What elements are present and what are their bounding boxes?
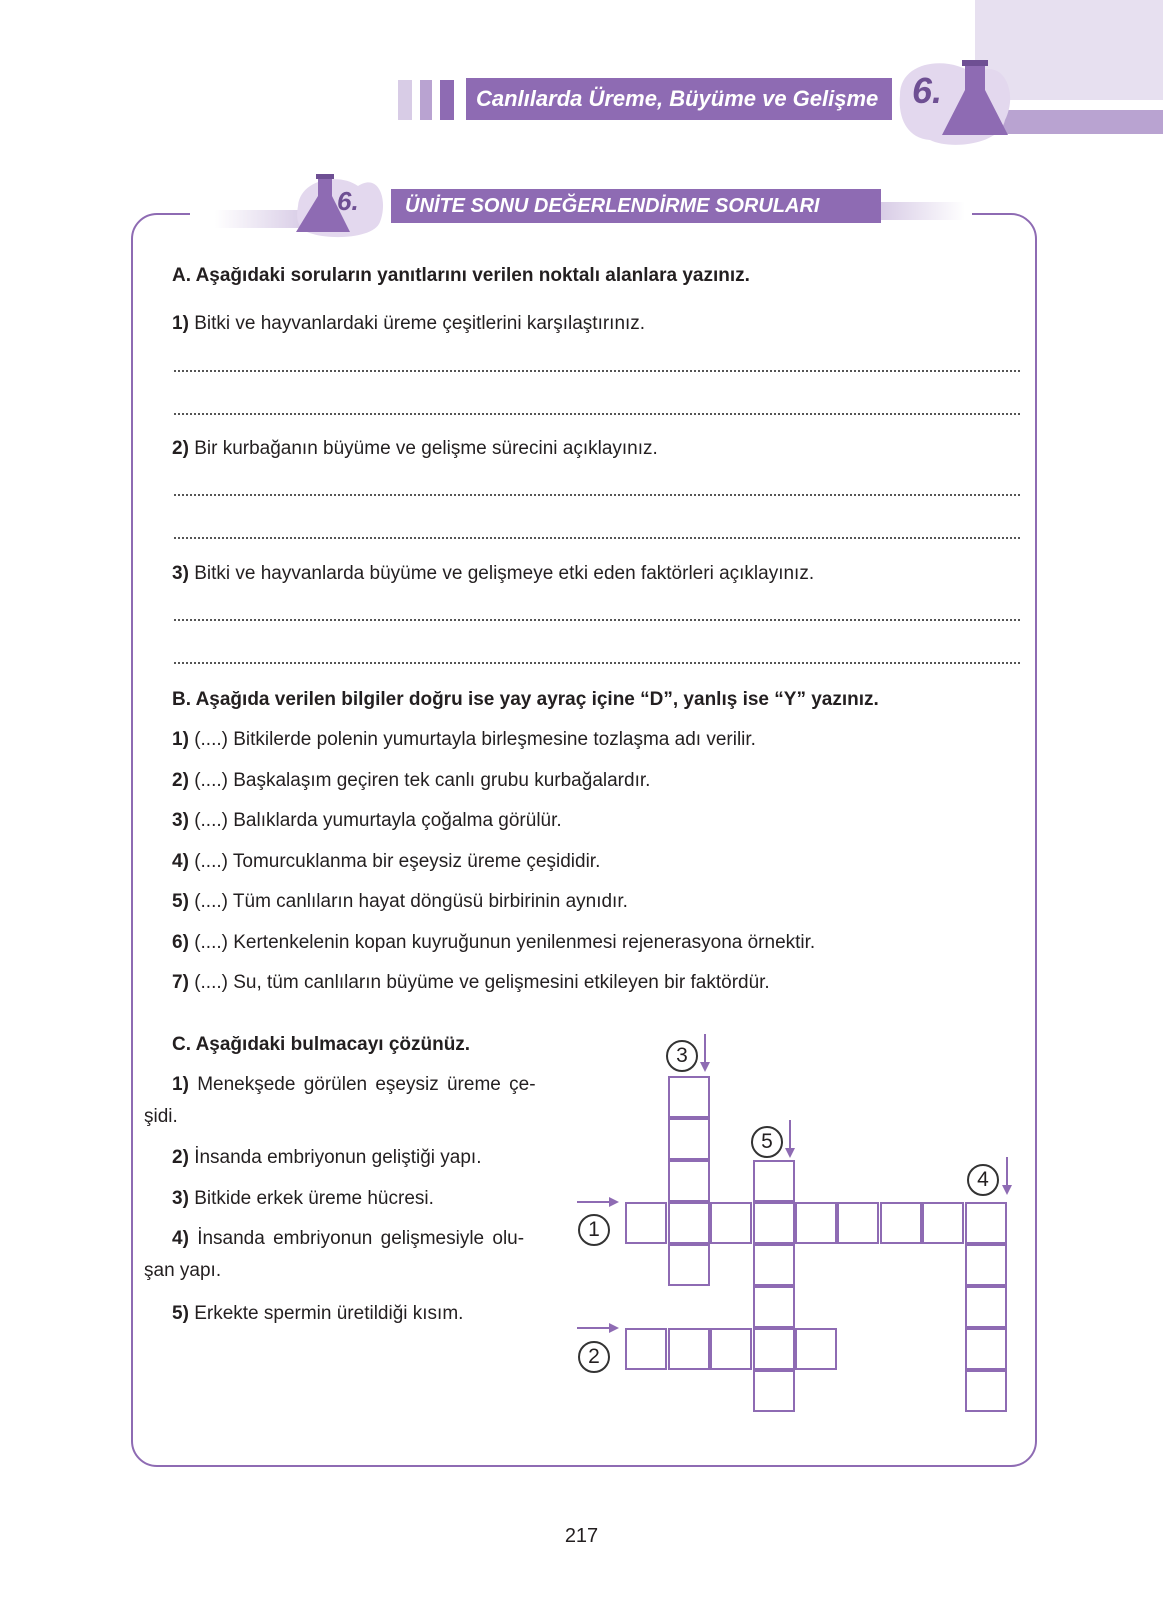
clue-number: 5): [172, 1303, 189, 1324]
crossword-cell[interactable]: [668, 1244, 710, 1286]
item-number: 2): [172, 770, 189, 791]
true-false-item: [172, 931, 815, 955]
clue-number: 4): [172, 1228, 189, 1249]
crossword-cell[interactable]: [965, 1244, 1007, 1286]
unit-banner-title: ÜNİTE SONU DEĞERLENDİRME SORULARI: [391, 189, 881, 223]
answer-line[interactable]: [174, 537, 1020, 539]
arrow-down-icon: [697, 1032, 713, 1074]
question-text: Bitki ve hayvanlarda büyüme ve gelişmeye etki eden faktörleri açıklayınız.: [194, 563, 815, 584]
clue: [172, 1146, 481, 1170]
arrow-down-icon: [999, 1155, 1015, 1197]
arrow-right-icon: [575, 1320, 620, 1336]
crossword-cell[interactable]: [880, 1202, 922, 1244]
clue: [172, 1073, 536, 1097]
clue-number: 3): [172, 1188, 189, 1209]
question-text: Bitki ve hayvanlardaki üreme çeşitlerini karşılaştırınız.: [194, 313, 646, 334]
clue-number: 1): [172, 1074, 189, 1095]
item-text: (....) Kertenkelenin kopan kuyruğunun yenilenmesi rejenerasyona örnektir.: [194, 932, 816, 953]
item-number: 5): [172, 891, 189, 912]
crossword-cell[interactable]: [922, 1202, 964, 1244]
clue-text: İnsanda embriyonun gelişmesiyle olu-: [197, 1228, 525, 1249]
crossword-cell[interactable]: [668, 1118, 710, 1160]
answer-line[interactable]: [174, 370, 1020, 372]
section-a-heading: A. Aşağıdaki soruların yanıtlarını verilen noktalı alanlara yazınız.: [172, 265, 750, 286]
question: [172, 562, 814, 586]
section-b-heading: B. Aşağıda verilen bilgiler doğru ise yay ayraç içine “D”, yanlış ise “Y” yazınız.: [172, 689, 879, 710]
true-false-item: [172, 809, 562, 833]
chapter-title: Canlılarda Üreme, Büyüme ve Gelişme: [466, 78, 892, 120]
crossword-cell[interactable]: [753, 1244, 795, 1286]
puzzle-label-4: 4: [967, 1164, 999, 1196]
banner-fade-right: [880, 202, 965, 220]
crossword-cell[interactable]: [668, 1328, 710, 1370]
answer-line[interactable]: [174, 619, 1020, 621]
true-false-item: [172, 850, 600, 874]
crossword-cell[interactable]: [795, 1202, 837, 1244]
item-text: (....) Başkalaşım geçiren tek canlı grubu kurbağalardır.: [194, 770, 651, 791]
question-number: 1): [172, 313, 189, 334]
crossword-cell[interactable]: [710, 1328, 752, 1370]
item-text: (....) Tomurcuklanma bir eşeysiz üreme çeşididir.: [194, 851, 601, 872]
flask-icon: [890, 50, 1025, 150]
clue: [172, 1187, 434, 1211]
crossword-cell[interactable]: [753, 1160, 795, 1202]
page-number: 217: [564, 1525, 599, 1547]
crossword-cell[interactable]: [837, 1202, 879, 1244]
crossword-cell[interactable]: [668, 1202, 710, 1244]
chapter-number: 6.: [912, 70, 943, 111]
item-number: 4): [172, 851, 189, 872]
crossword-cell[interactable]: [965, 1328, 1007, 1370]
header-bar-light: [398, 80, 412, 120]
clue: [172, 1302, 463, 1326]
true-false-item: [172, 728, 756, 752]
true-false-item: [172, 890, 628, 914]
crossword-cell[interactable]: [710, 1202, 752, 1244]
question-number: 2): [172, 438, 189, 459]
clue-text: Erkekte spermin üretildiği kısım.: [194, 1303, 464, 1324]
answer-line[interactable]: [174, 662, 1020, 664]
header-bar-dark: [440, 80, 454, 120]
crossword-cell[interactable]: [668, 1160, 710, 1202]
answer-line[interactable]: [174, 494, 1020, 496]
clue-continuation: şan yapı.: [144, 1260, 222, 1281]
item-text: (....) Bitkilerde polenin yumurtayla birleşmesine tozlaşma adı verilir.: [194, 729, 756, 750]
question-number: 3): [172, 563, 189, 584]
crossword-cell[interactable]: [795, 1328, 837, 1370]
item-number: 3): [172, 810, 189, 831]
section-c-heading: C. Aşağıdaki bulmacayı çözünüz.: [172, 1034, 471, 1055]
true-false-item: [172, 769, 650, 793]
clue: [172, 1227, 524, 1251]
question: [172, 437, 658, 461]
crossword-cell[interactable]: [668, 1076, 710, 1118]
puzzle-label-1: 1: [578, 1214, 610, 1246]
crossword-cell[interactable]: [625, 1202, 667, 1244]
question: [172, 312, 645, 336]
item-number: 1): [172, 729, 189, 750]
clue-number: 2): [172, 1147, 189, 1168]
arrow-right-icon: [575, 1194, 620, 1210]
clue-text: İnsanda embriyonun geliştiği yapı.: [194, 1147, 482, 1168]
crossword-cell[interactable]: [753, 1286, 795, 1328]
content-frame: [131, 213, 1037, 1467]
item-number: 6): [172, 932, 189, 953]
unit-number: 6.: [337, 186, 359, 216]
item-number: 7): [172, 972, 189, 993]
item-text: (....) Tüm canlıların hayat döngüsü birbirinin aynıdır.: [194, 891, 628, 912]
true-false-item: [172, 971, 770, 995]
crossword-cell[interactable]: [753, 1328, 795, 1370]
clue-text: Menekşede görülen eşeysiz üreme çe-: [197, 1074, 536, 1095]
item-text: (....) Su, tüm canlıların büyüme ve gelişmesini etkileyen bir faktördür.: [194, 972, 770, 993]
header-bar-mid: [420, 80, 432, 120]
answer-line[interactable]: [174, 413, 1020, 415]
crossword-cell[interactable]: [753, 1370, 795, 1412]
puzzle-label-2: 2: [578, 1341, 610, 1373]
clue-text: Bitkide erkek üreme hücresi.: [194, 1188, 434, 1209]
crossword-cell[interactable]: [965, 1202, 1007, 1244]
item-text: (....) Balıklarda yumurtayla çoğalma görülür.: [194, 810, 562, 831]
question-text: Bir kurbağanın büyüme ve gelişme sürecini açıklayınız.: [194, 438, 658, 459]
crossword-cell[interactable]: [965, 1286, 1007, 1328]
puzzle-label-5: 5: [751, 1126, 783, 1158]
crossword-cell[interactable]: [965, 1370, 1007, 1412]
puzzle-label-3: 3: [666, 1040, 698, 1072]
arrow-down-icon: [782, 1118, 798, 1160]
crossword-cell[interactable]: [625, 1328, 667, 1370]
crossword-cell[interactable]: [753, 1202, 795, 1244]
clue-continuation: şidi.: [144, 1106, 178, 1127]
